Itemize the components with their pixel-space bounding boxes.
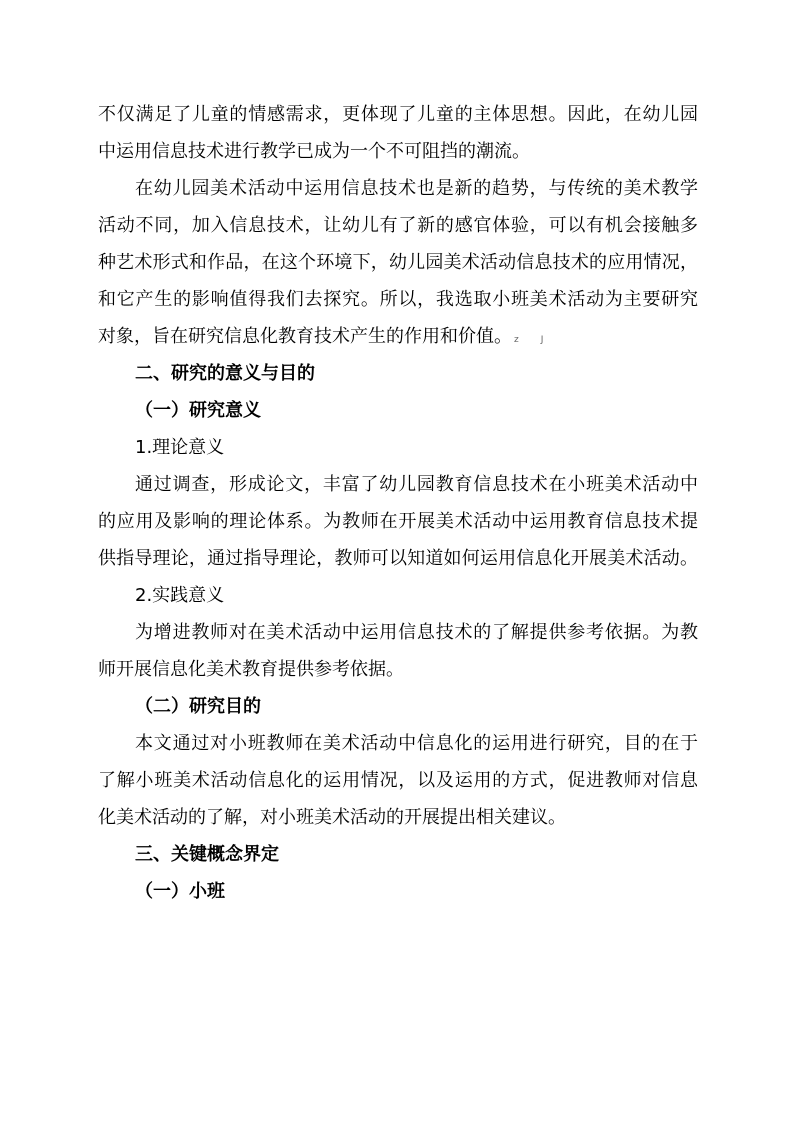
paragraph-line: 和它产生的影响值得我们去探究。所以，我选取小班美术活动为主要研究	[98, 289, 698, 310]
paragraph-line: 了解小班美术活动信息化的运用情况，以及运用的方式，促进教师对信息	[98, 770, 698, 791]
paragraph-line: 本文通过对小班教师在美术活动中信息化的运用进行研究，目的在于	[135, 733, 698, 754]
paragraph-line: 供指导理论，通过指导理论，教师可以知道如何运用信息化开展美术活动。	[98, 548, 698, 569]
paragraph-line: 在幼儿园美术活动中运用信息技术也是新的趋势，与传统的美术教学	[135, 178, 698, 199]
section-heading: 二、研究的意义与目的	[135, 363, 315, 384]
paragraph-text: 对象，旨在研究信息化教育技术产生的作用和价值。	[98, 326, 512, 347]
document-page	[98, 96, 698, 910]
stray-mark: z	[514, 335, 519, 345]
paragraph-line: 的应用及影响的理论体系。为教师在开展美术活动中运用教育信息技术提	[98, 511, 698, 532]
paragraph-line: 通过调查，形成论文，丰富了幼儿园教育信息技术在小班美术活动中	[135, 474, 698, 495]
paragraph-line: 化美术活动的了解，对小班美术活动的开展提出相关建议。	[98, 807, 566, 828]
subsection-heading: （一）研究意义	[135, 400, 261, 421]
subsection-heading: （一）小班	[135, 881, 225, 902]
paragraph-line: 师开展信息化美术教育提供参考依据。	[98, 659, 404, 680]
stray-mark: J	[540, 335, 544, 345]
paragraph-line: 不仅满足了儿童的情感需求，更体现了儿童的主体思想。因此，在幼儿园	[98, 104, 698, 125]
item-heading: 2.实践意义	[135, 585, 225, 606]
section-heading: 三、关键概念界定	[135, 844, 279, 865]
paragraph-line: 活动不同，加入信息技术，让幼儿有了新的感官体验，可以有机会接触多	[98, 215, 698, 236]
subsection-heading: （二）研究目的	[135, 696, 261, 717]
paragraph-line: 种艺术形式和作品，在这个环境下，幼儿园美术活动信息技术的应用情况，	[98, 252, 698, 273]
paragraph-line-with-marks	[98, 318, 698, 355]
paragraph-line: 为增进教师对在美术活动中运用信息技术的了解提供参考依据。为教	[135, 622, 698, 643]
item-heading: 1.理论意义	[135, 437, 225, 458]
paragraph-line: 中运用信息技术进行教学已成为一个不可阻挡的潮流。	[98, 141, 530, 162]
